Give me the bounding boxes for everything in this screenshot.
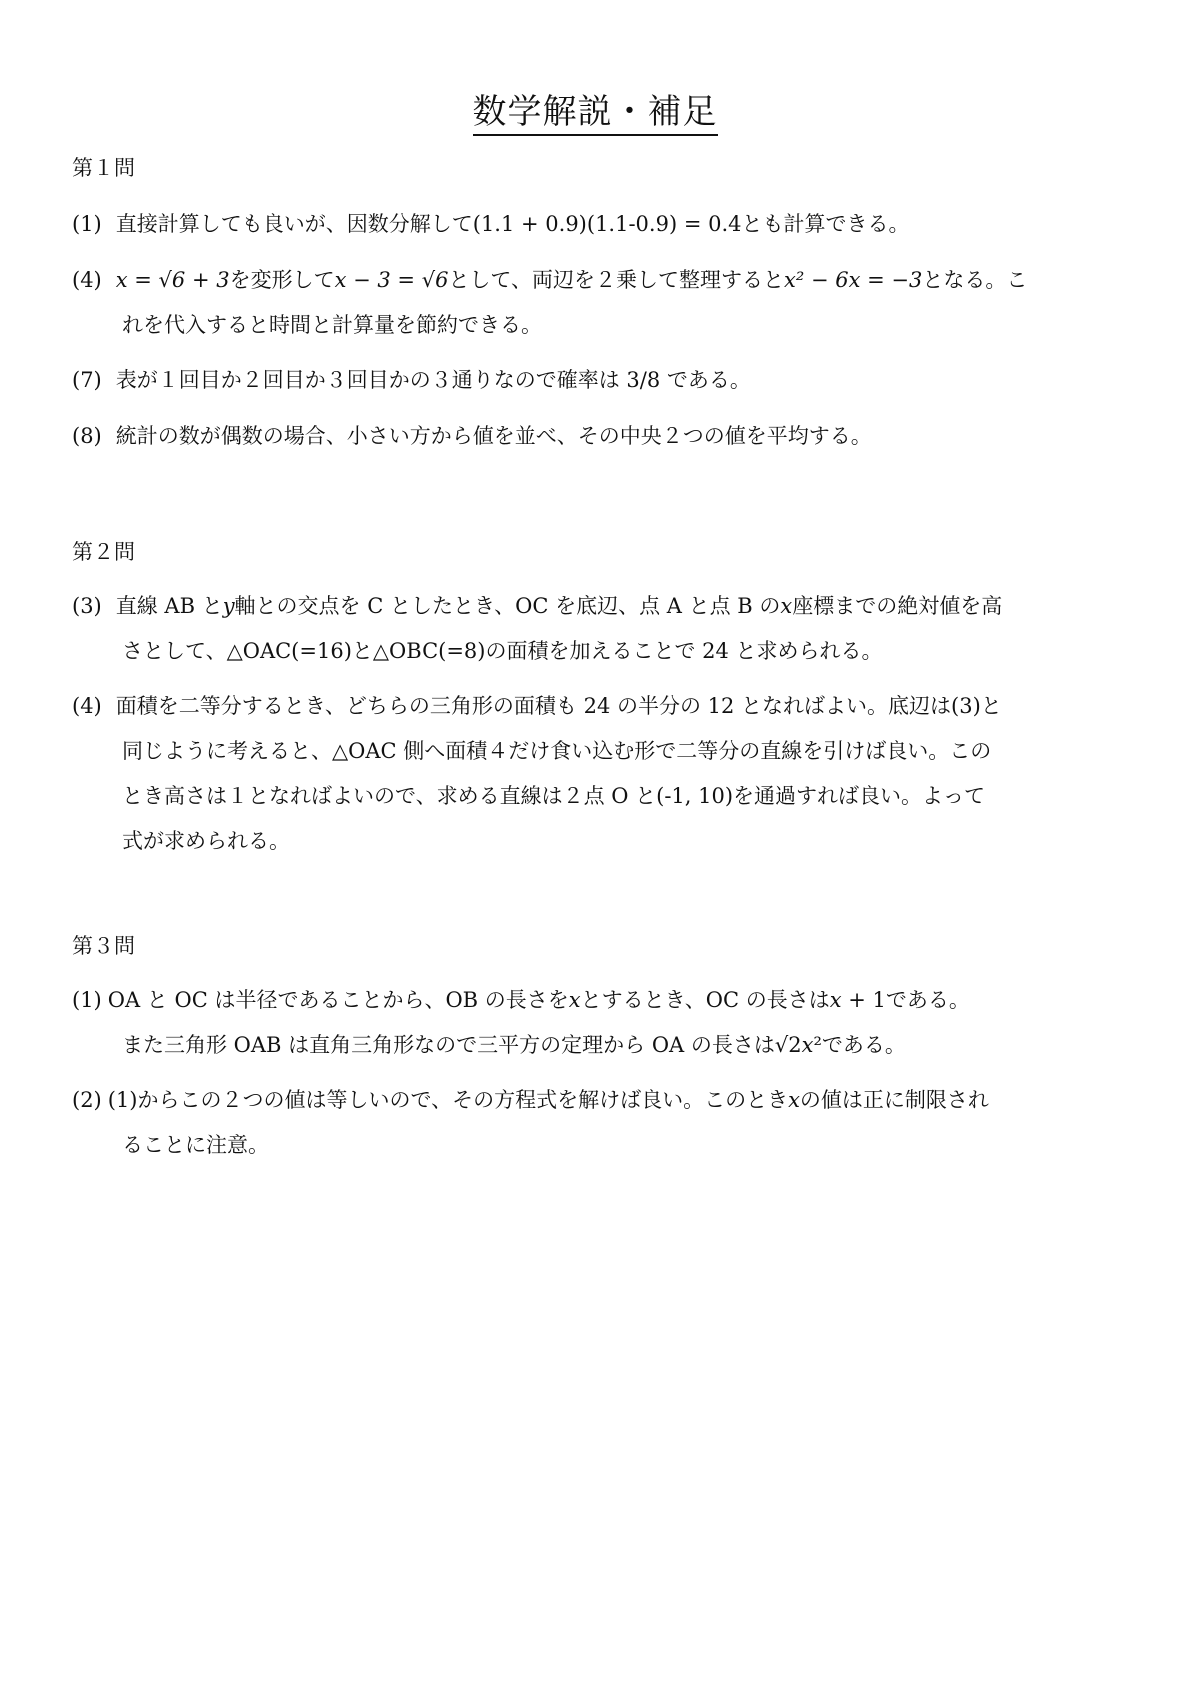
document-title	[0, 84, 1190, 133]
equation-1: x = √6 + 3	[115, 268, 230, 292]
item-line-1: 面積を二等分するとき、どちらの三角形の面積も 24 の半分の 12 となればよい。底辺は(3)と	[115, 694, 1002, 718]
item-number: (7)	[72, 368, 102, 392]
item-line-1	[102, 258, 1028, 303]
item-line-1: OA と OC は半径であることから、OB の長さを𝑥とするとき、OC の長さは𝑥 + 1である。	[107, 988, 970, 1012]
item-number: (3)	[72, 594, 102, 618]
item-number: (4)	[72, 268, 102, 292]
text-fragment: を変形して	[229, 268, 335, 292]
item-line-2: 同じように考えると、△OAC 側へ面積４だけ食い込む形で二等分の直線を引けば良い。この	[122, 739, 992, 763]
q1-item-4	[72, 258, 1132, 348]
q1-item-7	[72, 358, 1132, 403]
item-line-2: ることに注意。	[122, 1133, 269, 1157]
item-line-2: れを代入すると時間と計算量を節約できる。	[122, 313, 542, 337]
title-text: 数学解説・補足	[473, 92, 718, 136]
q2-item-4	[72, 684, 1132, 864]
section-heading-q2: 第２問	[72, 540, 135, 564]
section-heading-q3: 第３問	[72, 934, 135, 958]
item-line-1: 直線 AB と𝑦軸との交点を C としたとき、OC を底辺、点 A と点 B の𝑥座標までの絶対値を高	[115, 594, 1003, 618]
item-line-2: また三角形 OAB は直角三角形なので三平方の定理から OA の長さは√2𝑥²である。	[122, 1033, 906, 1057]
item-line-4: 式が求められる。	[122, 829, 290, 853]
item-number: (8)	[72, 424, 102, 448]
item-number: (1)	[72, 988, 102, 1012]
item-text: 表が１回目か２回目か３回目かの３通りなので確率は 3/8 である。	[115, 368, 751, 392]
text-fragment: として、両辺を２乗して整理すると	[448, 268, 785, 292]
section-heading-q1: 第１問	[72, 156, 135, 180]
item-number: (2)	[72, 1088, 102, 1112]
equation-3: x² − 6x = −3	[784, 268, 923, 292]
q1-item-8	[72, 414, 1132, 459]
q3-item-1	[72, 978, 1132, 1068]
item-line-1: (1)からこの２つの値は等しいので、その方程式を解けば良い。このとき𝑥の値は正に制限され	[107, 1088, 989, 1112]
item-text: 直接計算しても良いが、因数分解して(1.1 + 0.9)(1.1-0.9) = 0.4とも計算できる。	[115, 212, 910, 236]
equation-2: x − 3 = √6	[334, 268, 449, 292]
item-line-3: とき高さは１となればよいので、求める直線は２点 O と(-1, 10)を通過すれば良い。よって	[122, 784, 986, 808]
q2-item-3	[72, 584, 1132, 674]
q1-item-1	[72, 202, 1132, 247]
item-line-2: さとして、△OAC(=16)と△OBC(=8)の面積を加えることで 24 と求められる。	[122, 639, 883, 663]
item-text: 統計の数が偶数の場合、小さい方から値を並べ、その中央２つの値を平均する。	[115, 424, 872, 448]
q3-item-2	[72, 1078, 1132, 1168]
text-fragment: となる。こ	[922, 268, 1028, 292]
item-number: (4)	[72, 694, 102, 718]
item-number: (1)	[72, 212, 102, 236]
